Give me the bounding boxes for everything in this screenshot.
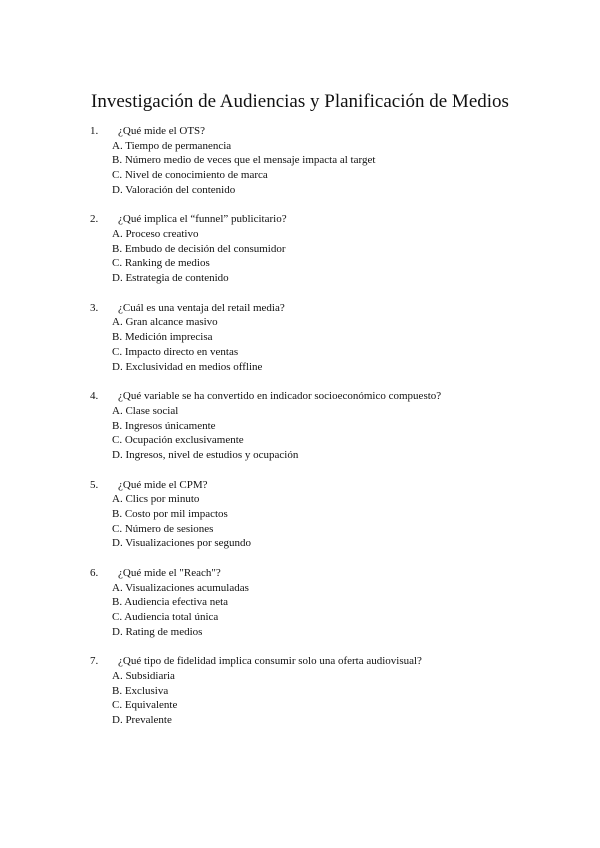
answer-option: A. Proceso creativo [112,228,199,241]
answer-option: B. Costo por mil impactos [112,507,228,520]
question-text [90,124,570,139]
question-item [90,654,570,742]
question-label: ¿Cuál es una ventaja del retail media? [118,301,285,314]
question-number: 1. [90,125,99,137]
question-text [90,654,570,669]
answer-option: C. Número de sesiones [112,522,214,535]
answer-option: B. Embudo de decisión del consumidor [112,242,286,255]
question-number: 2. [90,213,99,226]
question-list [90,124,570,743]
question-label: ¿Qué mide el OTS? [118,125,206,137]
question-text [90,301,570,316]
question-item [90,566,570,654]
page-title: Investigación de Audiencias y Planificación de Medios [91,91,509,112]
question-label: ¿Qué mide el "Reach"? [118,566,221,579]
answer-option: D. Exclusividad en medios offline [112,360,263,373]
answer-option: A. Clics por minuto [112,493,200,506]
answer-option: D. Valoración del contenido [112,183,236,196]
question-number: 5. [90,478,99,491]
question-text [90,212,570,227]
question-text [90,478,570,493]
question-item [90,389,570,477]
question-number: 6. [90,566,99,579]
answer-option: D. Ingresos, nivel de estudios y ocupación [112,448,299,461]
answer-option: C. Impacto directo en ventas [112,345,239,358]
answer-option: C. Ocupación exclusivamente [112,434,244,447]
question-label: ¿Qué implica el “funnel” publicitario? [118,213,287,226]
answer-option: D. Rating de medios [112,625,203,638]
answer-option: B. Ingresos únicamente [112,419,216,432]
question-item [90,301,570,389]
answer-option: C. Ranking de medios [112,257,210,270]
answer-option: A. Subsidiaria [112,670,175,683]
answer-option: C. Audiencia total única [112,611,219,624]
question-text [90,389,570,404]
question-number: 3. [90,301,99,314]
question-number: 7. [90,655,99,668]
answer-option: A. Visualizaciones acumuladas [112,581,249,594]
answer-option: A. Clase social [112,404,179,417]
question-item [90,124,570,212]
answer-option: C. Equivalente [112,699,178,712]
answer-option: A. Tiempo de permanencia [112,139,232,152]
answer-option: B. Audiencia efectiva neta [112,596,229,609]
answer-option: D. Visualizaciones por segundo [112,537,252,550]
question-text [90,566,570,581]
answer-option: D. Prevalente [112,714,172,727]
answer-option: B. Exclusiva [112,684,169,697]
answer-option: C. Nivel de conocimiento de marca [112,169,268,182]
question-label: ¿Qué variable se ha convertido en indicador socioeconómico compuesto? [118,390,442,403]
answer-option: B. Medición imprecisa [112,331,213,344]
answer-option: B. Número medio de veces que el mensaje impacta al target [112,154,376,167]
question-label: ¿Qué mide el CPM? [118,478,208,491]
question-item [90,478,570,566]
question-number: 4. [90,390,99,403]
answer-option: D. Estrategia de contenido [112,272,229,285]
question-item [90,212,570,300]
question-label: ¿Qué tipo de fidelidad implica consumir solo una oferta audiovisual? [118,655,422,668]
answer-option: A. Gran alcance masivo [112,316,218,329]
